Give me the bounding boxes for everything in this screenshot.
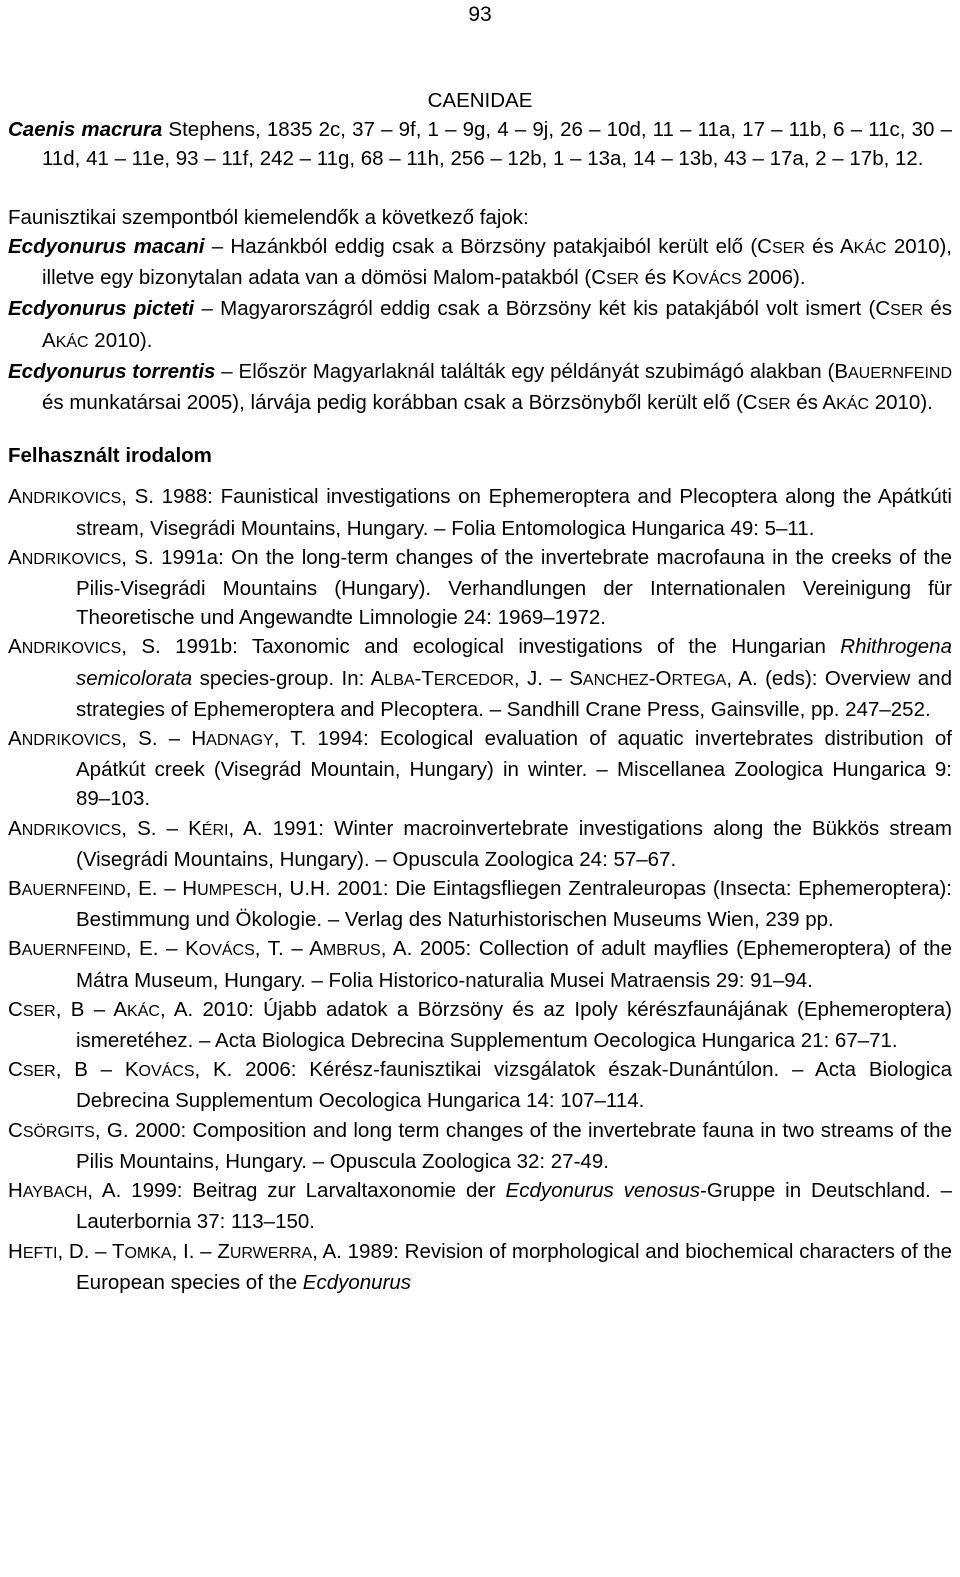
- text: 2006).: [741, 266, 806, 290]
- text: AYBACH: [22, 1184, 88, 1202]
- reference-item: [8, 1055, 952, 1115]
- text: C: [8, 997, 23, 1021]
- text: URWERRA: [229, 1244, 313, 1262]
- text: ADNAGY: [206, 732, 274, 750]
- text: , S. – H: [121, 727, 207, 751]
- family-heading: CAENIDAE: [427, 89, 533, 112]
- text: SER: [606, 271, 639, 289]
- text: RTEGA: [671, 671, 727, 689]
- text: SER: [757, 396, 791, 414]
- text: , A. 1989: Revision of morphological and biochemical characters of the European species of the: [76, 1239, 952, 1294]
- text: , J. – S: [513, 666, 583, 690]
- reference-item: [8, 814, 952, 874]
- text: KÁC: [853, 240, 887, 257]
- text: Ecdyonurus: [302, 1270, 412, 1294]
- reference-item: [8, 1176, 952, 1236]
- text: A: [8, 545, 22, 569]
- macani-paragraph: [8, 232, 952, 294]
- text: , G. 2000: Composition and long term changes of the invertebrate fauna in two streams of the Pilis Mountains, Hungary. – Opuscula Zoologica 32: 27-49.: [76, 1118, 952, 1173]
- text: és A: [804, 235, 854, 258]
- caenis-record: [8, 115, 952, 173]
- text: , T. 1994: Ecological evaluation of aquatic invertebrates distribution of Apátkút creek (Visegrád Mountain, Hungary) in winter. – Miscellanea Zoologica Hungarica 9: 89–103.: [76, 727, 952, 811]
- text: A: [8, 816, 22, 840]
- text: ÉRI: [201, 821, 229, 839]
- torrentis-paragraph: [8, 357, 952, 419]
- text: OMKA: [124, 1244, 172, 1262]
- text: EFTI: [22, 1244, 58, 1262]
- faunistic-intro: Faunisztikai szempontból kiemelendők a következő fajok:: [8, 205, 529, 229]
- text: SÖRGITS: [22, 1123, 95, 1141]
- text: C: [8, 1118, 23, 1142]
- text: NDRIKOVICS: [21, 490, 122, 508]
- text: és A: [790, 391, 837, 415]
- text: OVÁCS: [138, 1063, 195, 1081]
- text: UMPESCH: [197, 882, 278, 900]
- text: , A. (eds): Overview and strategies of Ephemeroptera and Plecoptera. – Sandhill Crane Press, Gainsville, pp. 247–252.: [76, 666, 952, 721]
- text: SER: [771, 240, 805, 257]
- text: , S. 1991b: Taxonomic and ecological investigations of the Hungarian: [121, 635, 841, 659]
- text: AUERNFEIND: [21, 942, 126, 960]
- text: , E. – H: [125, 877, 198, 901]
- text: SER: [22, 1063, 56, 1081]
- record-text: Stephens, 1835 2c, 37 – 9f, 1 – 9g, 4 – 9j, 26 – 10d, 11 – 11a, 17 – 11b, 6 – 11c, 30 – 11d, 41 – 11e, 93 – 11f, 242 – 11g, 68 – 11h, 256 – 12b, 1 – 13a, 14 – 13b, 43 – 17a, 2 – 17b, 12.: [42, 118, 952, 171]
- text: H: [8, 1239, 23, 1263]
- text: Rhithrogena semicolorata: [76, 635, 952, 690]
- reference-item: [8, 874, 952, 934]
- text: OVÁCS: [685, 271, 742, 289]
- text: , S. 1988: Faunistical investigations on Ephemeroptera and Plecoptera along the Apátkúti stream, Visegrádi Mountains, Hungary. – Folia Entomologica Hungarica 49: 5–11.: [76, 485, 952, 540]
- text: OVÁCS: [198, 942, 255, 960]
- text: , S. 1991a: On the long-term changes of the invertebrate macrofauna in the creeks of the Pilis-Visegrádi Mountains (Hungary). Verhandlungen der Internationalen Vereinigung für Theoretische und Angewandte Limnologie 24: 1969–1972.: [76, 545, 952, 630]
- text: , D. – T: [57, 1239, 125, 1263]
- reference-item: [8, 1116, 952, 1176]
- text: AUERNFEIND: [848, 364, 953, 382]
- spacer: [8, 174, 952, 203]
- reference-item: [8, 632, 952, 724]
- text: , E. – K: [125, 937, 199, 961]
- text: 2010).: [869, 391, 933, 415]
- text: 2010), illetve egy bizonytalan adata van a dömösi Malom-patakból (C: [42, 235, 953, 290]
- text: , K. 2006: Kérész-faunisztikai vizsgálatok észak-Dunántúlon. – Acta Biologica Debrecina Supplementum Oecologica Hungarica 14: 107–114.: [76, 1058, 953, 1113]
- text: , B – A: [55, 997, 128, 1021]
- text: AUERNFEIND: [21, 882, 126, 900]
- text: SER: [22, 1002, 56, 1020]
- text: , I. – Z: [171, 1239, 230, 1263]
- spacer: [8, 419, 952, 435]
- bibliography-title: Felhasznált irodalom: [8, 444, 212, 468]
- text: , B – K: [55, 1058, 139, 1082]
- text: és munkatársai 2005), lárvája pedig korábban csak a Börzsönyből került elő (C: [42, 391, 758, 415]
- text: SER: [890, 302, 924, 320]
- reference-item: [8, 934, 952, 994]
- picteti-paragraph: [8, 294, 952, 356]
- species-name: Caenis macrura: [8, 118, 163, 142]
- text: NDRIKOVICS: [21, 732, 122, 750]
- text: , A. 2010: Újabb adatok a Börzsöny és az Ipoly kérészfaunájának (Ephemeroptera) ismeretéhez. – Acta Biologica Debrecina Supplementum Oecologica Hungarica 21: 67–71.: [76, 997, 953, 1053]
- text: , A. 1991: Winter macroinvertebrate investigations along the Bükkös stream (Visegrádi Mountains, Hungary). – Opuscula Zoologica 24: 57–67.: [76, 816, 952, 871]
- text: A: [8, 727, 22, 751]
- text: ANCHEZ: [582, 671, 649, 689]
- text: C: [8, 1058, 23, 1082]
- text: KÁC: [836, 396, 870, 414]
- text: és K: [638, 266, 686, 290]
- reference-item: [8, 543, 952, 633]
- text: NDRIKOVICS: [21, 550, 122, 568]
- text: H: [8, 1179, 23, 1203]
- text: – Először Magyarlaknál találták egy példányát szubimágó alakban (B: [215, 359, 848, 383]
- text: , U.H. 2001: Die Eintagsfliegen Zentraleuropas (Insecta: Ephemeroptera): Bestimmung und Ökologie. – Verlag des Naturhistorischen Museums Wien, 239 pp.: [76, 877, 953, 932]
- text: MBRUS: [322, 942, 381, 960]
- text: NDRIKOVICS: [21, 821, 122, 839]
- reference-item: [8, 724, 952, 814]
- page-number: 93: [468, 3, 492, 26]
- reference-item: [8, 1237, 952, 1297]
- text: , T. – A: [254, 937, 323, 961]
- text: species-group. In: A: [192, 666, 385, 690]
- text: B: [8, 877, 22, 901]
- text: KÁC: [127, 1002, 160, 1020]
- text: LBA: [384, 671, 415, 689]
- text: Ecdyonurus venosus: [505, 1179, 701, 1203]
- text: , S. – K: [121, 816, 202, 840]
- text: – Hazánkból eddig csak a Börzsöny patakjaiból került elő (C: [204, 235, 772, 258]
- species-name: Ecdyonurus picteti: [8, 297, 195, 321]
- page-content: [8, 86, 952, 1297]
- text: és A: [42, 297, 952, 352]
- text: B: [8, 937, 22, 961]
- text: , A. 2005: Collection of adult mayflies (Ephemeroptera) of the Mátra Museum, Hungary. – Folia Historico-naturalia Musei Matraensis 29: 91–94.: [76, 937, 952, 992]
- text: KÁC: [55, 333, 89, 351]
- text: ERCEDOR: [433, 671, 514, 689]
- species-name: Ecdyonurus torrentis: [8, 359, 216, 383]
- reference-item: [8, 995, 952, 1055]
- text: -T: [414, 666, 434, 690]
- text: -O: [648, 666, 672, 690]
- text: – Magyarországról eddig csak a Börzsöny két kis patakjából volt ismert (C: [194, 297, 891, 321]
- text: NDRIKOVICS: [21, 640, 122, 658]
- text: A: [8, 485, 22, 509]
- text: -Gruppe in Deutschland. – Lauterbornia 37: 113–150.: [76, 1179, 952, 1234]
- species-name: Ecdyonurus macani: [8, 235, 205, 258]
- text: 2010).: [88, 328, 153, 352]
- reference-item: [8, 482, 952, 542]
- text: , A. 1999: Beitrag zur Larvaltaxonomie der: [87, 1179, 506, 1203]
- text: A: [8, 635, 22, 659]
